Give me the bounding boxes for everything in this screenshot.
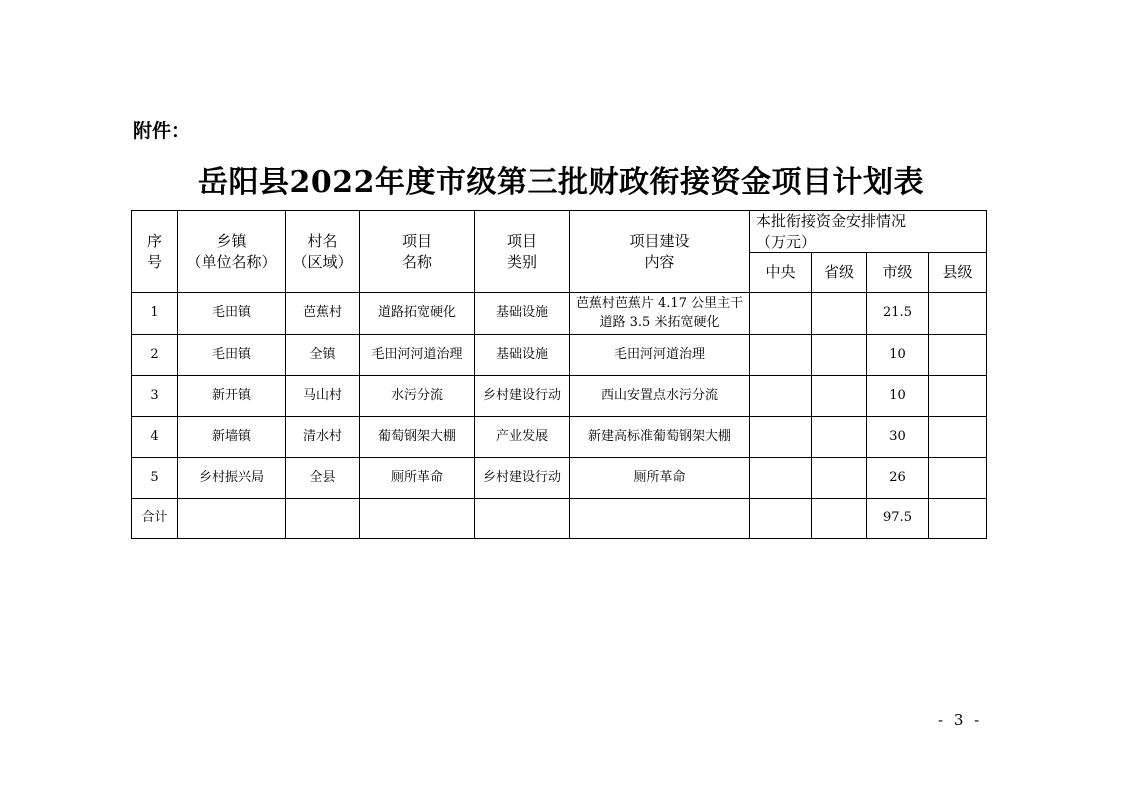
cell-county: [929, 335, 987, 376]
empty-cell: [812, 499, 867, 539]
empty-cell: [360, 499, 475, 539]
cell-city: 10: [867, 376, 929, 417]
cell-central: [750, 417, 812, 458]
cell-county: [929, 458, 987, 499]
cell-name: 葡萄钢架大棚: [360, 417, 475, 458]
page-number: - 3 -: [938, 711, 983, 729]
table-row: [132, 335, 987, 376]
cell-province: [812, 335, 867, 376]
cell-content: 西山安置点水污分流: [570, 376, 750, 417]
header-project-content: 项目建设 内容: [570, 211, 750, 293]
table-row: [132, 293, 987, 335]
cell-village: 马山村: [286, 376, 360, 417]
header-city: 市级: [867, 253, 929, 293]
project-plan-table: [131, 210, 987, 539]
cell-county: [929, 417, 987, 458]
empty-cell: [178, 499, 286, 539]
cell-city: 30: [867, 417, 929, 458]
cell-category: 基础设施: [475, 293, 570, 335]
cell-county: [929, 376, 987, 417]
cell-town: 新开镇: [178, 376, 286, 417]
cell-town: 毛田镇: [178, 293, 286, 335]
cell-seq: 5: [132, 458, 178, 499]
header-project-name: 项目 名称: [360, 211, 475, 293]
cell-category: 乡村建设行动: [475, 458, 570, 499]
cell-central: [750, 293, 812, 335]
table-row: [132, 376, 987, 417]
cell-seq: 1: [132, 293, 178, 335]
cell-seq: 3: [132, 376, 178, 417]
header-project-category: 项目 类别: [475, 211, 570, 293]
cell-name: 道路拓宽硬化: [360, 293, 475, 335]
cell-city: 10: [867, 335, 929, 376]
cell-name: 毛田河河道治理: [360, 335, 475, 376]
header-funds: 本批衔接资金安排情况 （万元）: [750, 211, 987, 253]
cell-town: 新墙镇: [178, 417, 286, 458]
header-central: 中央: [750, 253, 812, 293]
header-village: 村名 （区域）: [286, 211, 360, 293]
total-city: 97.5: [867, 499, 929, 539]
cell-city: 26: [867, 458, 929, 499]
cell-province: [812, 376, 867, 417]
cell-category: 乡村建设行动: [475, 376, 570, 417]
cell-county: [929, 293, 987, 335]
cell-central: [750, 376, 812, 417]
page-title: 岳阳县2022年度市级第三批财政衔接资金项目计划表: [198, 165, 924, 200]
cell-province: [812, 458, 867, 499]
cell-category: 基础设施: [475, 335, 570, 376]
empty-cell: [475, 499, 570, 539]
cell-province: [812, 293, 867, 335]
cell-village: 全县: [286, 458, 360, 499]
header-seq: 序 号: [132, 211, 178, 293]
cell-village: 清水村: [286, 417, 360, 458]
cell-central: [750, 458, 812, 499]
table-row: [132, 458, 987, 499]
cell-village: 芭蕉村: [286, 293, 360, 335]
cell-central: [750, 335, 812, 376]
header-town: 乡镇 （单位名称）: [178, 211, 286, 293]
cell-name: 水污分流: [360, 376, 475, 417]
cell-content: 毛田河河道治理: [570, 335, 750, 376]
empty-cell: [929, 499, 987, 539]
empty-cell: [286, 499, 360, 539]
cell-town: 乡村振兴局: [178, 458, 286, 499]
cell-category: 产业发展: [475, 417, 570, 458]
cell-content: 芭蕉村芭蕉片 4.17 公里主干 道路 3.5 米拓宽硬化: [570, 293, 750, 335]
cell-seq: 4: [132, 417, 178, 458]
cell-content: 厕所革命: [570, 458, 750, 499]
cell-province: [812, 417, 867, 458]
empty-cell: [750, 499, 812, 539]
cell-town: 毛田镇: [178, 335, 286, 376]
attachment-label: 附件：: [133, 120, 191, 142]
empty-cell: [570, 499, 750, 539]
cell-name: 厕所革命: [360, 458, 475, 499]
total-label: 合计: [132, 499, 178, 539]
header-province: 省级: [812, 253, 867, 293]
cell-content: 新建高标准葡萄钢架大棚: [570, 417, 750, 458]
cell-village: 全镇: [286, 335, 360, 376]
table-row: [132, 417, 987, 458]
header-county: 县级: [929, 253, 987, 293]
cell-seq: 2: [132, 335, 178, 376]
total-row: [132, 499, 987, 539]
cell-city: 21.5: [867, 293, 929, 335]
